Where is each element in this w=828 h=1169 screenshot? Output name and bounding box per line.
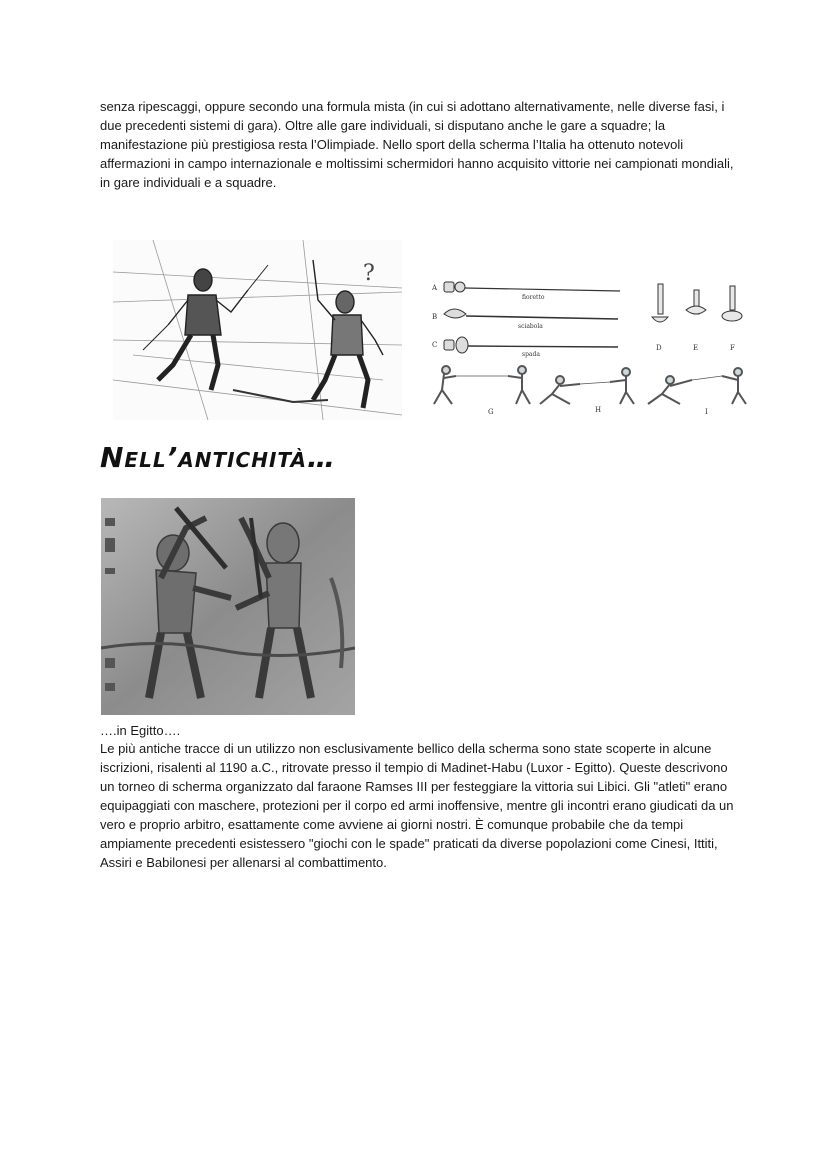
label-f: F bbox=[730, 344, 735, 352]
label-e: E bbox=[693, 344, 699, 352]
egyptian-relief-image bbox=[101, 498, 355, 715]
label-sciabola: sciabola bbox=[518, 323, 543, 330]
image-caption: ….in Egitto…. bbox=[100, 723, 181, 738]
history-paragraph: Le più antiche tracce di un utilizzo non esclusivamente bellico della scherma sono state scoperte in alcune iscrizioni, risalenti al 1190 a.C., ritrovate presso il tempio di Madinet-Habu (Luxor - Egitto). Queste descrivono un torneo di scherma organizzato dal faraone Ramses III per festeggiare la vittoria sui Libici. Gli "atleti" erano equipaggiati con maschere, protezioni per il corpo ed armi inoffensive, mentre gli incontri erano giudicati da un vero e proprio arbitro, esattamente come avviene ai giorni nostri. È comunque probabile che da tempi ampiamente precedenti esistessero "giochi con le spade" praticati da diverse popolazioni come Cinesi, Ittiti, Assiri e Babilonesi per allenarsi al combattimento. bbox=[100, 741, 734, 870]
label-fioretto: fioretto bbox=[522, 294, 545, 301]
section-heading: Nell’antichità… bbox=[100, 441, 336, 474]
weapons-diagram-image bbox=[430, 272, 760, 422]
intro-paragraph: senza ripescaggi, oppure secondo una formula mista (in cui si adottano alternativamente, nelle diverse fasi, i due precedenti sistemi di gara). Oltre alle gare individuali, si disputano anche le gare a squadre; la manifestazione più prestigiosa resta l’Olimpiade. Nello sport della scherma l’Italia ha ottenuto notevoli affermazioni in campo internazionale e moltissimi schermidori hanno acquisito vittorie nei campionati mondiali, in gare individuali e a squadre. bbox=[100, 99, 734, 190]
label-spada: spada bbox=[522, 351, 540, 358]
svg-text:?: ? bbox=[363, 261, 375, 286]
label-a: A bbox=[432, 284, 438, 292]
fencers-sketch-image bbox=[113, 240, 402, 420]
label-c: C bbox=[432, 341, 438, 349]
label-d: D bbox=[656, 344, 662, 352]
label-h: H bbox=[595, 406, 602, 414]
label-i: I bbox=[705, 408, 708, 416]
label-b: B bbox=[432, 313, 438, 321]
label-g: G bbox=[488, 408, 494, 416]
